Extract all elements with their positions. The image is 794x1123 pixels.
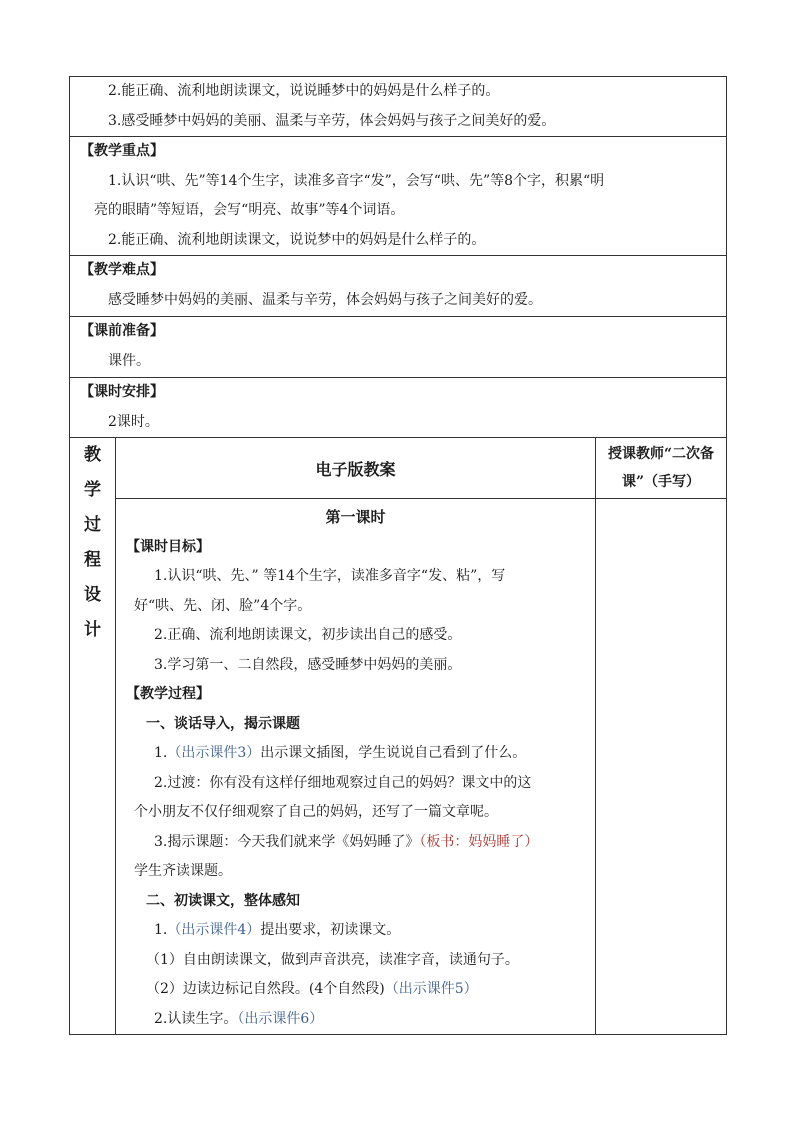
- process-side-label: [70, 438, 116, 1035]
- electronic-plan-header: 电子版教案: [116, 438, 596, 499]
- section-1-title: 一、谈话导入，揭示课题: [146, 715, 300, 732]
- courseware-ref: （出示课件3）: [167, 745, 261, 761]
- step-text: 提出要求，初读课文。: [260, 922, 401, 938]
- section-2-sub-b: [116, 975, 595, 1005]
- process-content-row: [70, 499, 727, 1035]
- lesson-plan-page: [69, 76, 726, 1027]
- section-1-step-2a: 2.过渡：你有没有这样仔细地观察过自己的妈妈？课文中的这: [154, 774, 532, 791]
- process-heading: 【教学过程】: [126, 686, 210, 702]
- key-point-2: 2.能正确、流利地朗读课文，说说梦中的妈妈是什么样子的。: [108, 231, 486, 248]
- step-number: 1.: [154, 922, 168, 938]
- key-point-1a: 1.认识“哄、先”等14个生字，读准多音字“发”，会写“哄、先”等8个字，积累“明: [108, 172, 605, 189]
- lesson-title: 第一课时: [325, 508, 386, 526]
- section-1-step-3b: 学生齐读课题。: [134, 863, 232, 879]
- blackboard-note: （板书：妈妈睡了）: [419, 833, 539, 850]
- section-2-title: 二、初读课文，整体感知: [146, 892, 300, 909]
- key-point-1b: 亮的眼睛”等短语，会写“明亮、故事”等4个词语。: [94, 202, 405, 218]
- section-2-step-1: [116, 916, 595, 946]
- teacher-notes-content: [596, 499, 727, 1035]
- preparation-1: 课件。: [108, 352, 150, 369]
- difficulties-heading: 【教学难点】: [80, 262, 164, 278]
- preparation-heading: 【课前准备】: [80, 323, 164, 339]
- lesson-goals-heading: 【课时目标】: [126, 538, 210, 555]
- lesson-goal-1a: 1.认识“哄、先、” 等14个生字，读准多音字“发、粘”，写: [154, 568, 506, 584]
- section-2-sub-a: （1）自由朗读课文，做到声音洪亮，读准字音，读通句子。: [146, 951, 519, 968]
- side-char-1: 教: [84, 445, 101, 465]
- lesson-plan-table: [69, 76, 727, 1035]
- schedule-row: [70, 378, 727, 438]
- side-char-5: 设: [84, 585, 101, 605]
- side-char-6: 计: [84, 620, 101, 640]
- courseware-ref: （出示课件5）: [384, 981, 478, 997]
- section-1-step-3: [116, 828, 595, 858]
- lesson-goal-2: 2.正确、流利地朗读课文，初步读出自己的感受。: [154, 627, 462, 643]
- section-1-step-2b: 个小朋友不仅仔细观察了自己的妈妈，还写了一篇文章呢。: [134, 804, 498, 820]
- step-text: 3.揭示课题：今天我们就来学《妈妈睡了》: [154, 833, 420, 850]
- courseware-ref: （出示课件6）: [237, 1010, 324, 1027]
- difficulties-row: [70, 256, 727, 317]
- schedule-1: 2课时。: [108, 413, 159, 430]
- courseware-ref: （出示课件4）: [167, 922, 261, 938]
- difficulty-1: 感受睡梦中妈妈的美丽、温柔与辛劳，体会妈妈与孩子之间美好的爱。: [108, 291, 542, 308]
- section-1-step-1: [116, 739, 595, 769]
- step-number: 1.: [154, 745, 168, 761]
- side-char-4: 程: [84, 550, 101, 570]
- goal-line-3: 3.感受睡梦中妈妈的美丽、温柔与辛劳，体会妈妈与孩子之间美好的爱。: [108, 112, 556, 129]
- process-header-row: [70, 438, 727, 499]
- goal-line-2: 2.能正确、流利地朗读课文，说说睡梦中的妈妈是什么样子的。: [108, 83, 500, 99]
- step-text: 出示课文插图，学生说说自己看到了什么。: [260, 745, 527, 761]
- preparation-row: [70, 317, 727, 378]
- key-points-heading: 【教学重点】: [80, 143, 164, 159]
- side-char-3: 过: [84, 515, 101, 535]
- step-text: 2.认读生字。: [154, 1010, 238, 1027]
- goals-continued-row: [70, 77, 727, 137]
- electronic-plan-content: [116, 499, 596, 1035]
- section-2-step-2: [116, 1005, 595, 1035]
- side-char-2: 学: [84, 480, 101, 500]
- step-text: （2）边读边标记自然段。(4个自然段): [146, 981, 385, 997]
- teacher-notes-header: 授课教师“二次备课”（手写）: [596, 438, 727, 499]
- key-points-row: [70, 137, 727, 256]
- lesson-goal-1b: 好“哄、先、闭、脸”4个字。: [134, 597, 312, 614]
- schedule-heading: 【课时安排】: [80, 384, 164, 400]
- lesson-goal-3: 3.学习第一、二自然段，感受睡梦中妈妈的美丽。: [154, 656, 462, 673]
